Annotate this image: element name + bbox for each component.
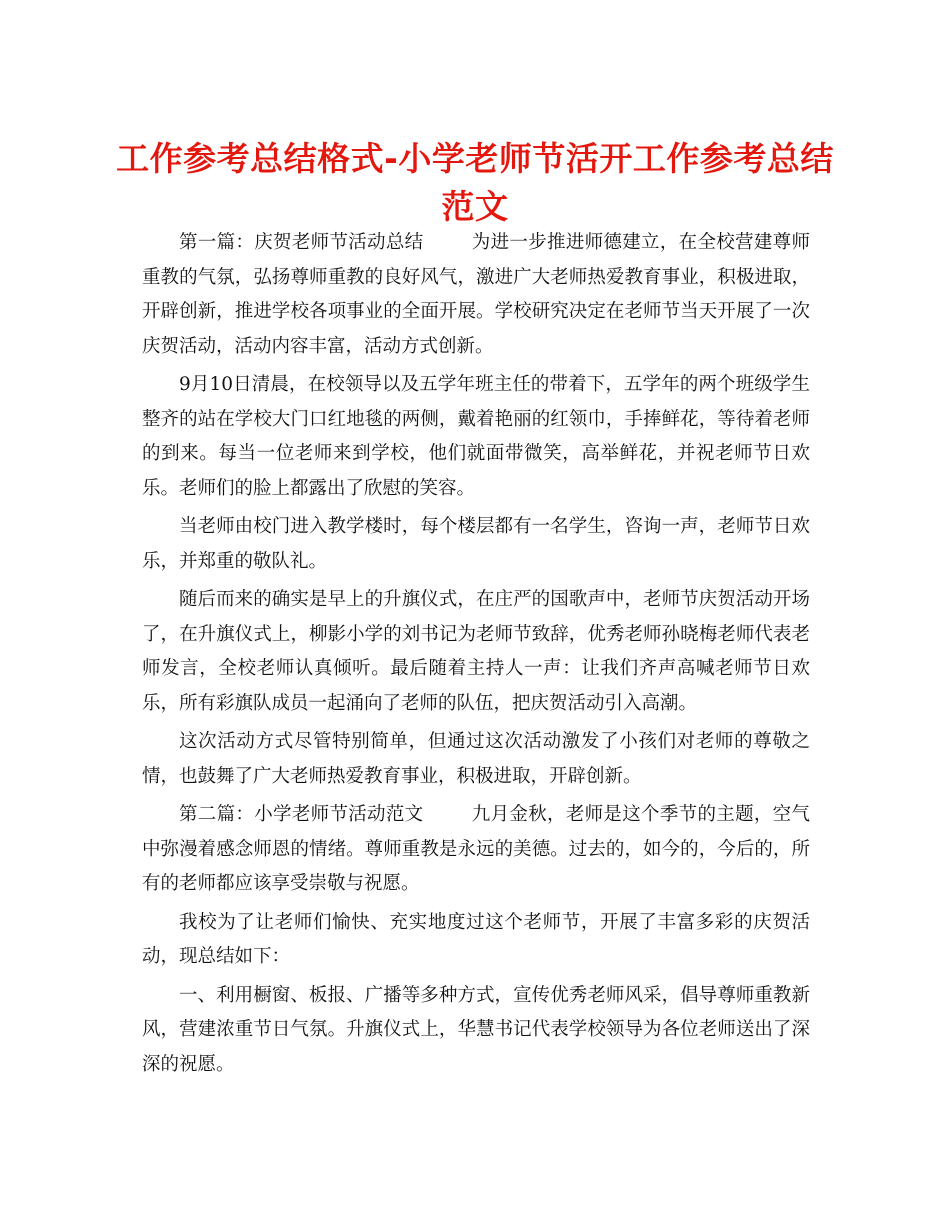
section-heading-1: 第一篇：庆贺老师节活动总结 bbox=[179, 232, 424, 253]
section-heading-2: 第二篇：小学老师节活动范文 bbox=[179, 804, 424, 825]
paragraph-text: 一、利用橱窗、板报、广播等多种方式，宣传优秀老师风采，倡导尊师重教新风，营建浓重节日气氛。升旗仪式上，华慧书记代表学校领导为各位老师送出了深深的祝愿。 bbox=[142, 984, 810, 1075]
paragraph-1 bbox=[142, 226, 810, 364]
paragraph-text: 为进一步推进师德建立，在全校营建尊师重教的气氛，弘扬尊师重教的良好风气，激进广大老师热爱教育事业，积极进取，开辟创新，推进学校各项事业的全面开展。学校研究决定在老师节当天开展了一次庆贺活动，活动内容丰富，活动方式创新。 bbox=[142, 232, 810, 357]
paragraph-text: 9月10日清晨，在校领导以及五学年班主任的带着下，五学年的两个班级学生整齐的站在学校大门口红地毯的两侧，戴着艳丽的红领巾，手捧鲜花，等待着老师的到来。每当一位老师来到学校，他们就面带微笑，高举鲜花，并祝老师节日欢乐。老师们的脸上都露出了欣慰的笑容。 bbox=[142, 374, 810, 499]
paragraph-7 bbox=[142, 906, 810, 975]
paragraph-3 bbox=[142, 510, 810, 579]
paragraph-text: 九月金秋，老师是这个季节的主题，空气中弥漫着感念师恩的情绪。尊师重教是永远的美德。过去的，如今的，今后的，所有的老师都应该享受崇敬与祝愿。 bbox=[142, 804, 810, 894]
paragraph-text: 当老师由校门进入教学楼时，每个楼层都有一名学生，咨询一声，老师节日欢乐，并郑重的敬队礼。 bbox=[142, 516, 810, 572]
paragraph-5 bbox=[142, 725, 810, 794]
paragraph-text: 随后而来的确实是早上的升旗仪式，在庄严的国歌声中，老师节庆贺活动开场了，在升旗仪式上，柳影小学的刘书记为老师节致辞，优秀老师孙晓梅老师代表老师发言，全校老师认真倾听。最后随着主持人一声：让我们齐声高喊老师节日欢乐，所有彩旗队成员一起涌向了老师的队伍，把庆贺活动引入高潮。 bbox=[142, 589, 810, 714]
paragraph-8 bbox=[142, 979, 810, 1083]
paragraph-2 bbox=[142, 368, 810, 506]
paragraph-6 bbox=[142, 798, 810, 902]
paragraph-text: 我校为了让老师们愉快、充实地度过这个老师节，开展了丰富多彩的庆贺活动，现总结如下： bbox=[142, 911, 810, 967]
paragraph-4 bbox=[142, 583, 810, 721]
document-body bbox=[142, 226, 810, 1086]
document-title: 工作参考总结格式-小学老师节活开工作参考总结范文 bbox=[116, 139, 834, 226]
paragraph-text: 这次活动方式尽管特别简单，但通过这次活动激发了小孩们对老师的尊敬之情，也鼓舞了广大老师热爱教育事业，积极进取，开辟创新。 bbox=[142, 731, 810, 787]
